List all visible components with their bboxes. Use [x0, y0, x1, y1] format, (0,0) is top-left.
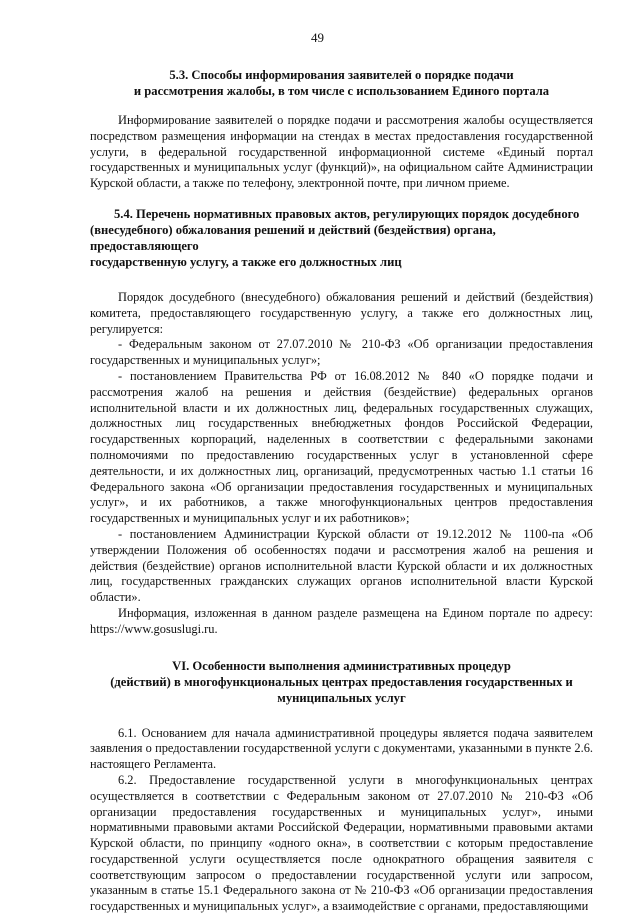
section-6-title-line-3: муниципальных услуг — [277, 690, 406, 705]
section-5-4-title-line-1: 5.4. Перечень нормативных правовых актов, регулирующих порядок досудебного — [114, 206, 580, 221]
section-6-paragraph-2: 6.2. Предоставление государственной услуги в многофункциональных центрах осуществляется в соответствии с Федеральным законом от 27.07.2010 № 210-ФЗ «Об организации предоставления государственных и муниципальных услуг», иными нормативными правовыми актами Российской Федерации, нормативными правовыми актами Курской области, по принципу «одного окна», в соответствии с которым предоставление государственной услуги осуществляется после однократного обращения заявителя с соответствующим запросом о предоставлении государственной услуги или запросом, указанным в статье 15.1 Федерального закона от № 210-ФЗ «Об организации предоставления государственных и муниципальных услуг», а взаимодействие с органами, предоставляющими — [90, 772, 593, 914]
section-6-paragraph-1: 6.1. Основанием для начала административной процедуры является подача заявителем заявления о предоставлении государственной услуги с документами, указанными в пункте 2.6. настоящего Регламента. — [90, 725, 593, 772]
section-5-4-paragraph-2: - Федеральным законом от 27.07.2010 № 210-ФЗ «Об организации предоставления государственных и муниципальных услуг»; — [90, 337, 593, 368]
section-5-4-paragraph-5: Информация, изложенная в данном разделе размещена на Едином портале по адресу: https://www.gosuslugi.ru. — [90, 605, 593, 636]
section-5-3-title-line-1: 5.3. Способы информирования заявителей о порядке подачи — [169, 68, 514, 82]
section-5-4-paragraph-1: Порядок досудебного (внесудебного) обжалования решений и действий (бездействия) комитета, предоставляющего государственную услугу, а также его должностных лиц, регулируется: — [90, 289, 593, 336]
section-6-title-line-1: VI. Особенности выполнения административных процедур — [172, 658, 511, 673]
section-5-3-title-line-2: и рассмотрения жалобы, в том числе с использованием Единого портала — [133, 84, 550, 98]
section-5-4-title-line-2: (внесудебного) обжалования решений и действий (бездействия) органа, предоставляющего — [90, 222, 496, 253]
section-5-4-paragraph-3: - постановлением Правительства РФ от 16.08.2012 № 840 «О порядке подачи и рассмотрения жалоб на решения и действия (бездействие) федеральных органов исполнительной власти и их должностных лиц, федеральных государственных служащих, должностных лиц государственных внебюджетных фондов Российской Федерации, государственных корпораций, наделенных в соответствии с федеральными законами полномочиями по предоставлению государственных услуг в установленной сфере деятельности, и их должностных лиц, организаций, предусмотренных частью 1.1 статьи 16 Федерального закона «Об организации предоставления государственных и муниципальных услуг», и их работников, а также многофункциональных центров предоставления государственных и муниципальных услуг и их работников»; — [90, 368, 593, 526]
section-5-3-title — [90, 67, 593, 99]
page-number: 49 — [311, 30, 324, 45]
section-5-3-paragraph: Информирование заявителей о порядке подачи и рассмотрения жалобы осуществляется посредством размещения информации на стендах в местах предоставления государственной услуги, в федеральной государственной информационной системе «Единый портал государственных и муниципальных услуг (функций)», на официальном сайте Администрации Курской области, а также по телефону, электронной почте, при личном приеме. — [90, 113, 593, 191]
section-6-title-line-2: (действий) в многофункциональных центрах предоставления государственных и — [110, 674, 573, 689]
section-5-4-title — [90, 206, 593, 270]
section-5-4-title-line-3: государственную услугу, а также его должностных лиц — [90, 254, 402, 269]
section-5-4-paragraph-4: - постановлением Администрации Курской области от 19.12.2012 № 1100-па «Об утверждении Положения об особенностях подачи и рассмотрения жалоб на решения и действия (бездействие) органов исполнительной власти Курской области и их должностных лиц, государственных гражданских служащих органов исполнительной власти Курской области». — [90, 526, 593, 605]
section-6-title — [90, 658, 593, 706]
